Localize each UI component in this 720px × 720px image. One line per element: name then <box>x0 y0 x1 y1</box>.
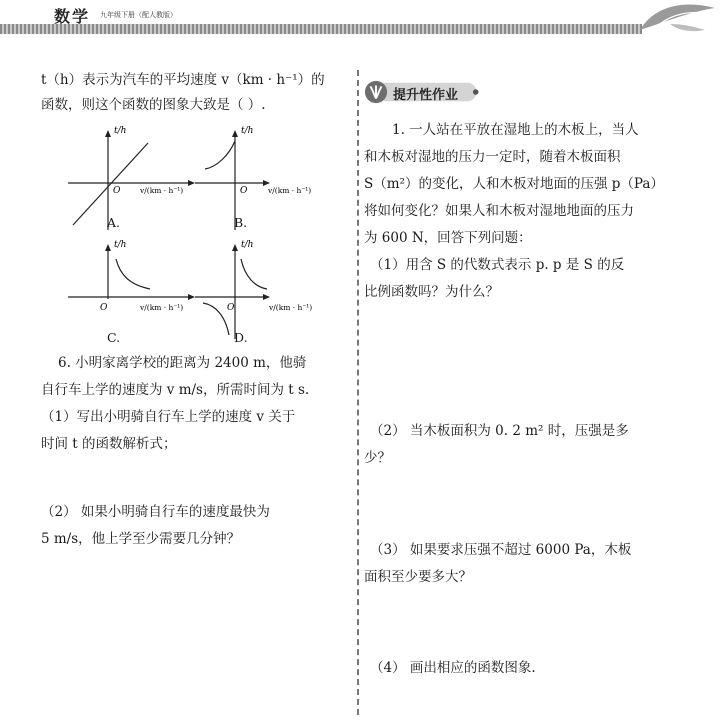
option-c-label: C. <box>107 330 121 345</box>
q5-text-line1: t（h）表示为汽车的平均速度 v（km · h⁻¹）的 <box>41 72 325 88</box>
graph-b-y-label: t/h <box>241 126 254 136</box>
r-q1-line5: 为 600 N，回答下列问题： <box>364 230 532 246</box>
q6-text-line2: 自行车上学的速度为 v m/s，所需时间为 t s. <box>41 382 310 398</box>
graph-d-origin: O <box>227 303 235 313</box>
graph-c-origin: O <box>100 303 108 313</box>
graph-b-svg <box>195 125 345 235</box>
graph-a-curve <box>73 143 148 225</box>
graph-a-x-label: v/(km · h⁻¹) <box>140 186 184 195</box>
r-part3-line1: （3） 如果要求压强不超过 6000 Pa，木板 <box>370 542 632 558</box>
graph-a-x-arrow <box>188 180 195 186</box>
graph-d-y-arrow <box>232 244 238 251</box>
graph-d-y-label: t/h <box>241 240 254 250</box>
q6-part1-line1: （1）写出小明骑自行车上学的速度 v 关于 <box>41 409 296 425</box>
r-part1-line1: （1）用含 S 的代数式表示 p. p 是 S 的反 <box>370 257 625 273</box>
header-subtitle: 九年级下册（配人教版） <box>100 11 177 19</box>
graph-c-y-label: t/h <box>114 240 127 250</box>
graph-b-origin: O <box>240 186 248 196</box>
header-title: 数学 <box>54 7 91 26</box>
graph-b-x-label: v/(km · h⁻¹) <box>268 186 312 195</box>
graph-d-svg <box>195 237 345 347</box>
graph-b <box>195 125 345 235</box>
q6-part2-line2: 5 m/s，他上学至少需要几分钟？ <box>41 531 241 547</box>
option-a-label: A. <box>107 215 121 230</box>
r-part4-line1: （4） 画出相应的函数图象. <box>370 660 536 676</box>
graph-c-y-arrow <box>105 244 111 251</box>
graph-a-y-arrow <box>105 130 111 137</box>
badge-dot <box>473 89 479 95</box>
graph-b-curve <box>205 141 235 169</box>
graph-a-origin: O <box>113 186 121 196</box>
r-part2-line2: 少？ <box>364 450 391 466</box>
r-part2-line1: （2） 当木板面积为 0. 2 m² 时，压强是多 <box>370 423 629 439</box>
header-stripe <box>0 24 642 34</box>
graph-b-y-arrow <box>232 130 238 137</box>
page-header <box>0 0 720 26</box>
column-divider <box>357 70 359 715</box>
q6-part1-line2: 时间 t 的函数解析式； <box>41 436 177 452</box>
option-d-label: D. <box>234 330 248 345</box>
r-q1-line2: 和木板对湿地的压力一定时，随着木板面积 <box>364 149 621 165</box>
leaf-decoration-icon <box>630 0 720 40</box>
graph-c-curve <box>116 259 150 289</box>
section-title: 提升性作业 <box>393 88 459 103</box>
r-q1-line1: 1. 一人站在平放在湿地上的木板上，当人 <box>392 122 639 138</box>
graph-a-y-label: t/h <box>114 126 127 136</box>
graph-d-x-label: v/(km · h⁻¹) <box>269 303 313 312</box>
graph-d-curve-lower <box>203 303 229 335</box>
graph-c-x-arrow <box>188 294 195 300</box>
r-q1-line3: S（m²）的变化，人和木板对地面的压强 p（Pa） <box>364 176 664 192</box>
graph-d-curve-upper <box>241 259 267 289</box>
r-q1-line4: 将如何变化？如果人和木板对湿地地面的压力 <box>364 203 634 219</box>
q6-part2-line1: （2） 如果小明骑自行车的速度最快为 <box>41 504 270 520</box>
r-part3-line2: 面积至少要多大？ <box>364 569 472 585</box>
option-b-label: B. <box>234 215 248 230</box>
graph-d-x-arrow <box>263 294 270 300</box>
r-part1-line2: 比例函数吗？为什么？ <box>364 284 499 300</box>
q6-text-line1: 6. 小明家离学校的距离为 2400 m，他骑 <box>58 355 307 371</box>
q5-text-line2: 函数，则这个函数的图象大致是（ ）. <box>41 97 266 113</box>
graph-c-x-label: v/(km · h⁻¹) <box>140 303 184 312</box>
graph-d <box>195 237 345 347</box>
